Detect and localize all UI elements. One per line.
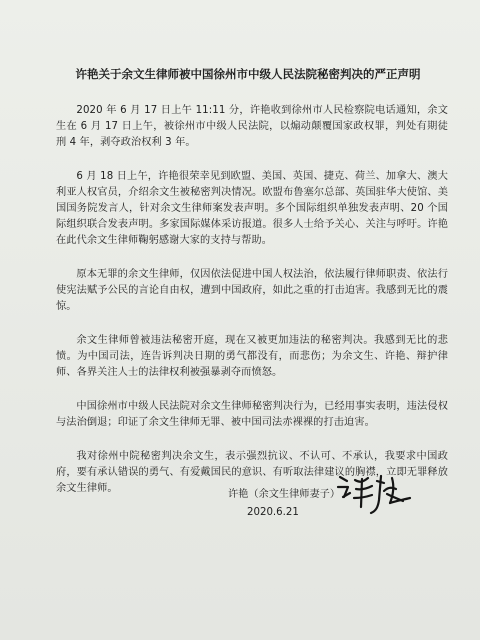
handwritten-signature: [332, 469, 414, 517]
signature-name-line: 许艳（余文生律师妻子）: [228, 489, 341, 500]
paragraph-6: 我对徐州中院秘密判决余文生，表示强烈抗议、不认可、不承认，我要求中国政府，要有承认错误的勇气、有爱戴国民的意识、有听取法律建议的胸襟，立即无罪释放余文生律师。: [56, 451, 448, 494]
signature-stroke-1: [340, 477, 347, 481]
paragraph-1: 2020 年 6 月 17 日上午 11:11 分，许艳收到徐州市人民检察院电话通知，余文生在 6 月 17 日上午，被徐州市中级人民法院，以煽动颠覆国家政权罪，判处有期徒刑 4 年，剥夺政治权利 3 年。: [56, 105, 448, 148]
document-body: [56, 103, 448, 497]
signature-date: 2020.6.21: [247, 507, 299, 518]
signature-stroke-6: [361, 479, 362, 507]
paragraph-2: 6 月 18 日上午，许艳很荣幸见到欧盟、美国、英国、捷克、荷兰、加拿大、澳大利亚人权官员，介绍余文生被秘密判决情况。欧盟布鲁塞尔总部、英国驻华大使馆、美国国务院发言人，针对余文生律师案发表声明。多个国际组织单独发表声明、20 个国际组织联合发表声明。多家国际媒体采访报道。很多人士给予关心、关注与呼吁。许艳在此代余文生律师鞠躬感谢大家的支持与帮助。: [56, 171, 448, 246]
paragraph-3: 原本无罪的余文生律师，仅因依法促进中国人权法治，依法履行律师职责、依法行使宪法赋予公民的言论自由权，遭到中国政府，如此之重的打击迫害。我感到无比的震惊。: [56, 269, 448, 312]
paragraph-4: 余文生律师曾被违法秘密开庭，现在又被更加违法的秘密判决。我感到无比的悲愤。为中国司法，连告诉判决日期的勇气都没有，而悲伤；为余文生、许艳、辩护律师、各界关注人士的法律权利被强暴剥夺而愤怒。: [56, 335, 448, 378]
signature-stroke-5: [356, 486, 372, 489]
paragraph-5: 中国徐州市中级人民法院对余文生律师秘密判决行为，已经用事实表明，违法侵权与法治倒退；印证了余文生律师无罪、被中国司法赤裸裸的打击迫害。: [56, 401, 448, 428]
signature-stroke-7: [354, 495, 372, 498]
signature-block: [228, 487, 468, 547]
document-title: 许艳关于余文生律师被中国徐州市中级人民法院秘密判决的严正声明: [75, 67, 421, 81]
signature-stroke-11: [390, 478, 393, 503]
